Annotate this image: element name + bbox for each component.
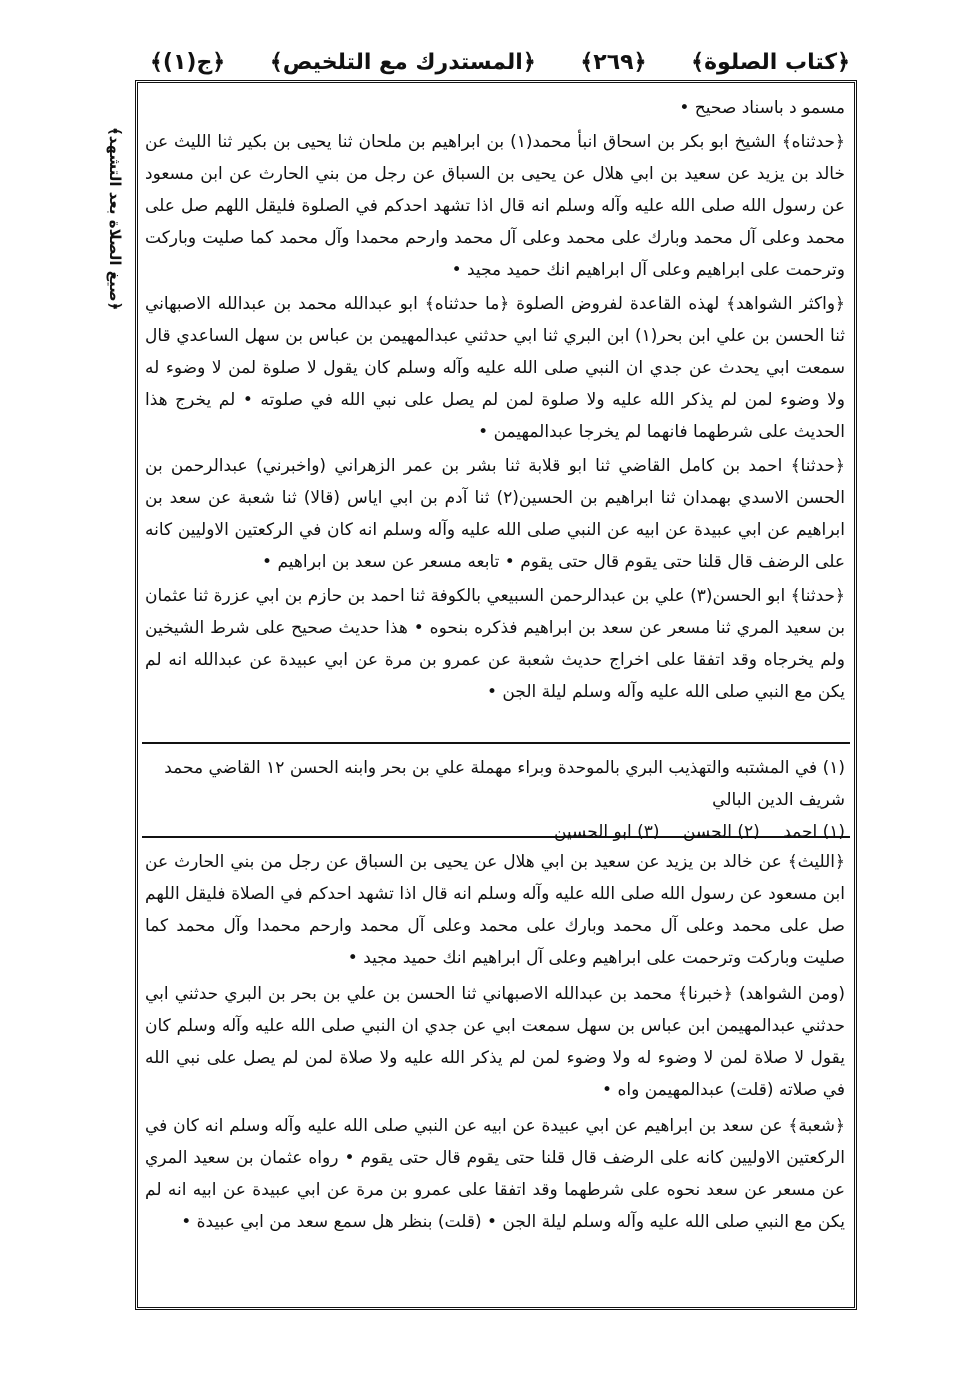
- volume-label: ﴿ج(١)﴾: [150, 49, 226, 75]
- footnote-short: (٣) ابو الحسين: [553, 822, 660, 842]
- footnote-short: (١) احمد: [783, 822, 845, 842]
- main-paragraph: ﴿حدثناه﴾ الشيخ ابو بكر بن اسحاق انبأ محمد(١) بن ابراهيم بن ملحان ثنا يحيى بن بكير ثنا الليث عن خالد بن يزيد عن سعيد بن ابي هلال عن يحيى بن السباق عن رجل من بني الحارث عن ابن مسعود عن رسول الله صلى الله عليه وآله وسلم انه قال اذا تشهد احدكم في الصلوة فليقل اللهم صل على محمد وعلى آل محمد وبارك على محمد وعلى آل محمد وارحم محمدا وآل محمد كما صليت وباركت وترحمت على ابراهيم وعلى آل ابراهيم انك حميد مجيد •: [145, 132, 846, 280]
- chapter-title: ﴿كتاب الصلوة﴾: [691, 49, 850, 75]
- book-title: ﴿المستدرك مع التلخيص﴾: [269, 49, 536, 75]
- main-text: [145, 92, 845, 710]
- page-number: ﴿٢٦٩﴾: [580, 49, 647, 75]
- talkhis-paragraph: ﴿شعبة﴾ عن سعد بن ابراهيم عن ابي عبيدة عن ابيه عن النبي صلى الله عليه وآله وسلم انه كان في الركعتين الاوليين كانه على الرضف قال قلنا حتى يقوم قال حتى يقوم • رواه عثمان بن سعيد المري عن مسعر عن سعد نحوه على شرطهما وقد اتفقا على عمرو بن مرة عن ابي عبيدة عن ابيه انه لم يكن مع النبي صلى الله عليه وآله وسلم ليلة الجن • (قلت) بنظر هل سمع سعد من ابي عبيدة •: [145, 1116, 845, 1232]
- footnote-short-list: [145, 816, 845, 848]
- main-paragraph: مسمو د باسناد صحيح •: [679, 98, 845, 118]
- main-paragraph: ﴿حدثنا﴾ ابو الحسن(٣) علي بن عبدالرحمن السبيعي بالكوفة ثنا احمد بن حازم بن ابي عزرة ثنا عثمان بن سعيد المري ثنا مسعر عن سعد بن ابراهيم فذكره بنحوه • هذا حديث صحيح على شرط الشيخين ولم يخرجاه وقد اتفقا على اخراج حديث شعبة عن عمرو بن مرة عن ابي عبيدة عن عبدالله انه لم يكن مع النبي صلى الله عليه وآله وسلم ليلة الجن •: [145, 586, 845, 702]
- footnote-divider: [142, 742, 850, 744]
- margin-side-note: ﴿صيغ الصلاة بعد التشهد﴾: [106, 126, 124, 310]
- talkhis-divider: [142, 836, 850, 838]
- page-header: [150, 38, 850, 86]
- footnotes: [145, 752, 845, 848]
- main-paragraph: ﴿حدثنا﴾ احمد بن كامل القاضي ثنا ابو قلابة ثنا بشر بن عمر الزهراني (واخبرني) عبدالرحمن بن الحسن الاسدي بهمدان ثنا ابراهيم بن الحسين(٢) ثنا آدم بن ابي اياس (قالا) ثنا شعبة عن سعد بن ابراهيم عن ابي عبيدة عن ابيه عن النبي صلى الله عليه وآله وسلم انه كان في الركعتين الاوليين كانه على الرضف قال قلنا حتى يقوم قال حتى يقوم • تابعه مسعر عن سعد بن ابراهيم •: [145, 456, 845, 572]
- talkhis-paragraph: ﴿الليث﴾ عن خالد بن يزيد عن سعيد بن ابي هلال عن يحيى بن السباق عن رجل من بني الحارث عن ابن مسعود عن رسول الله صلى الله عليه وآله وسلم انه قال اذا تشهد احدكم في الصلاة فليقل اللهم صل على محمد وعلى آل محمد وبارك على محمد وعلى آل محمد وارحم محمدا وآل محمد كما صليت وباركت وترحمت على ابراهيم وعلى آل ابراهيم انك حميد مجيد •: [145, 852, 845, 968]
- talkhis-paragraph: (ومن الشواهد) ﴿خبرنا﴾ محمد بن عبدالله الاصبهاني ثنا الحسن بن علي بن بحر بن البري حدثني ابي حدثني عبدالمهيمن ابن عباس بن سهل سمعت ابي عن جدي ان النبي صلى الله عليه وآله وسلم كان يقول لا صلاة لمن لا وضوء له ولا وضوء لمن لم يذكر الله عليه ولا صلاة لمن لم يصل على نبي الله في صلاته (قلت) عبدالمهيمن واه •: [145, 984, 845, 1100]
- footnote-short: (٢) الحسن: [682, 822, 760, 842]
- main-paragraph: ﴿واكثر الشواهد﴾ لهذه القاعدة لفروض الصلوة ﴿ما حدثناه﴾ ابو عبدالله محمد بن عبدالله الاصبهاني ثنا الحسن بن علي ابن بحر(١) ابن البري ثنا ابي حدثني عبدالمهيمن بن عباس بن سهل الساعدي قال سمعت ابي يحدث عن جدي ان النبي صلى الله عليه وآله وسلم كان يقول لا صلوة لمن لا وضوء له ولا وضوء لمن لم يذكر الله عليه ولا صلوة لمن لم يصل على نبي الله في صلوته • لم يخرج هذا الحديث على شرطهما فانهما لم يخرجا عبدالمهيمن •: [145, 294, 845, 442]
- footnote-1: (١) في المشتبه والتهذيب البري بالموحدة وبراء مهملة علي بن بحر وابنه الحسن ١٢ القاضي محمد شريف الدين البالي: [164, 758, 845, 810]
- talkhis-text: [145, 846, 845, 1242]
